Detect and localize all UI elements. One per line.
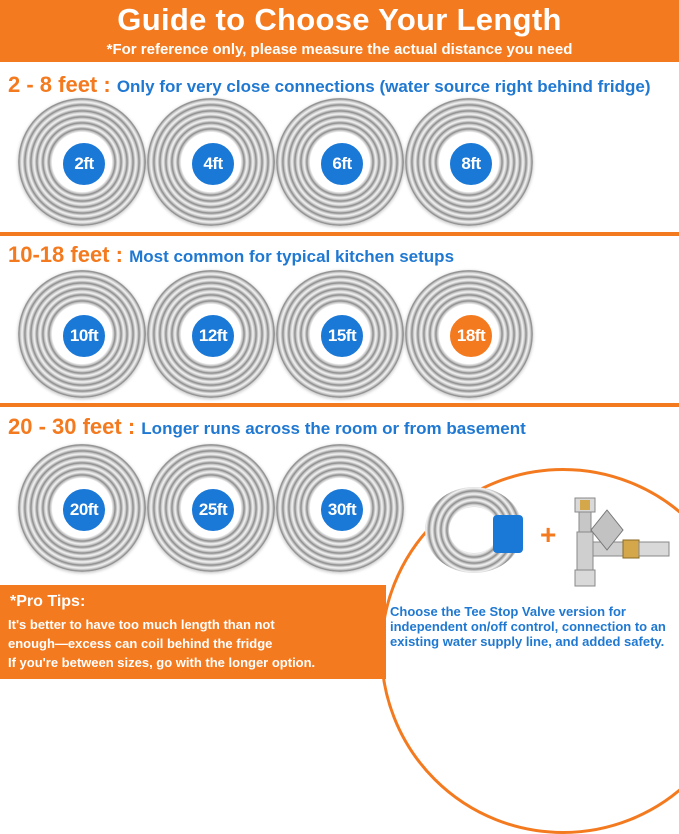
length-badge: 2ft	[61, 141, 107, 187]
section-separator: :	[121, 414, 142, 439]
hose-coil-icon	[276, 98, 404, 226]
hose-coil-icon	[18, 270, 146, 398]
section-range: 10-18 feet	[8, 242, 110, 267]
pro-tips-title: *Pro Tips:	[10, 593, 86, 610]
section-separator: :	[109, 242, 130, 267]
hose-coil-icon	[147, 98, 275, 226]
hose-coil-icon	[147, 444, 275, 572]
length-badge: 10ft	[61, 313, 107, 359]
section-description: Longer runs across the room or from basement	[141, 419, 526, 438]
hose-coil-icon	[276, 270, 404, 398]
length-badge: 12ft	[190, 313, 236, 359]
hose-coil-icon	[18, 444, 146, 572]
length-badge: 30ft	[319, 487, 365, 533]
tee-stop-valve-icon	[565, 490, 675, 590]
page-title: Guide to Choose Your Length	[117, 2, 562, 37]
hose-coil-icon	[405, 98, 533, 226]
length-badge: 20ft	[61, 487, 107, 533]
hose-coil-icon	[276, 444, 404, 572]
hose-coil-icon	[147, 270, 275, 398]
page-subtitle: *For reference only, please measure the actual distance you need	[106, 41, 573, 58]
length-badge: 25ft	[190, 487, 236, 533]
section-separator: :	[97, 72, 117, 97]
section-range: 20 - 30 feet	[8, 414, 122, 439]
pro-tip-line: If you're between sizes, go with the longer option.	[8, 655, 316, 670]
blue-tape-icon	[493, 515, 523, 553]
hose-coil-icon	[405, 270, 533, 398]
pro-tip-line: It's better to have too much length than not	[8, 617, 275, 632]
section-heading-long	[8, 414, 526, 440]
section-range: 2 - 8 feet	[8, 72, 98, 97]
section-divider	[0, 232, 679, 236]
plus-icon: +	[540, 519, 557, 550]
section-description: Most common for typical kitchen setups	[129, 247, 455, 266]
length-badge-highlighted: 18ft	[448, 313, 494, 359]
tee-valve-description: Choose the Tee Stop Valve version for independent on/off control, connection to an existing water supply line, and added safety.	[390, 604, 666, 649]
pro-tips-box	[0, 585, 386, 679]
length-badge: 15ft	[319, 313, 365, 359]
section-heading-medium	[8, 242, 454, 268]
length-badge: 4ft	[190, 141, 236, 187]
length-badge: 8ft	[448, 141, 494, 187]
header-banner	[0, 0, 679, 62]
section-description: Only for very close connections (water source right behind fridge)	[116, 77, 651, 96]
length-badge: 6ft	[319, 141, 365, 187]
section-heading-short	[8, 72, 651, 98]
pro-tip-line: enough—excess can coil behind the fridge	[8, 636, 273, 651]
section-divider	[0, 403, 679, 407]
hose-coil-icon	[18, 98, 146, 226]
